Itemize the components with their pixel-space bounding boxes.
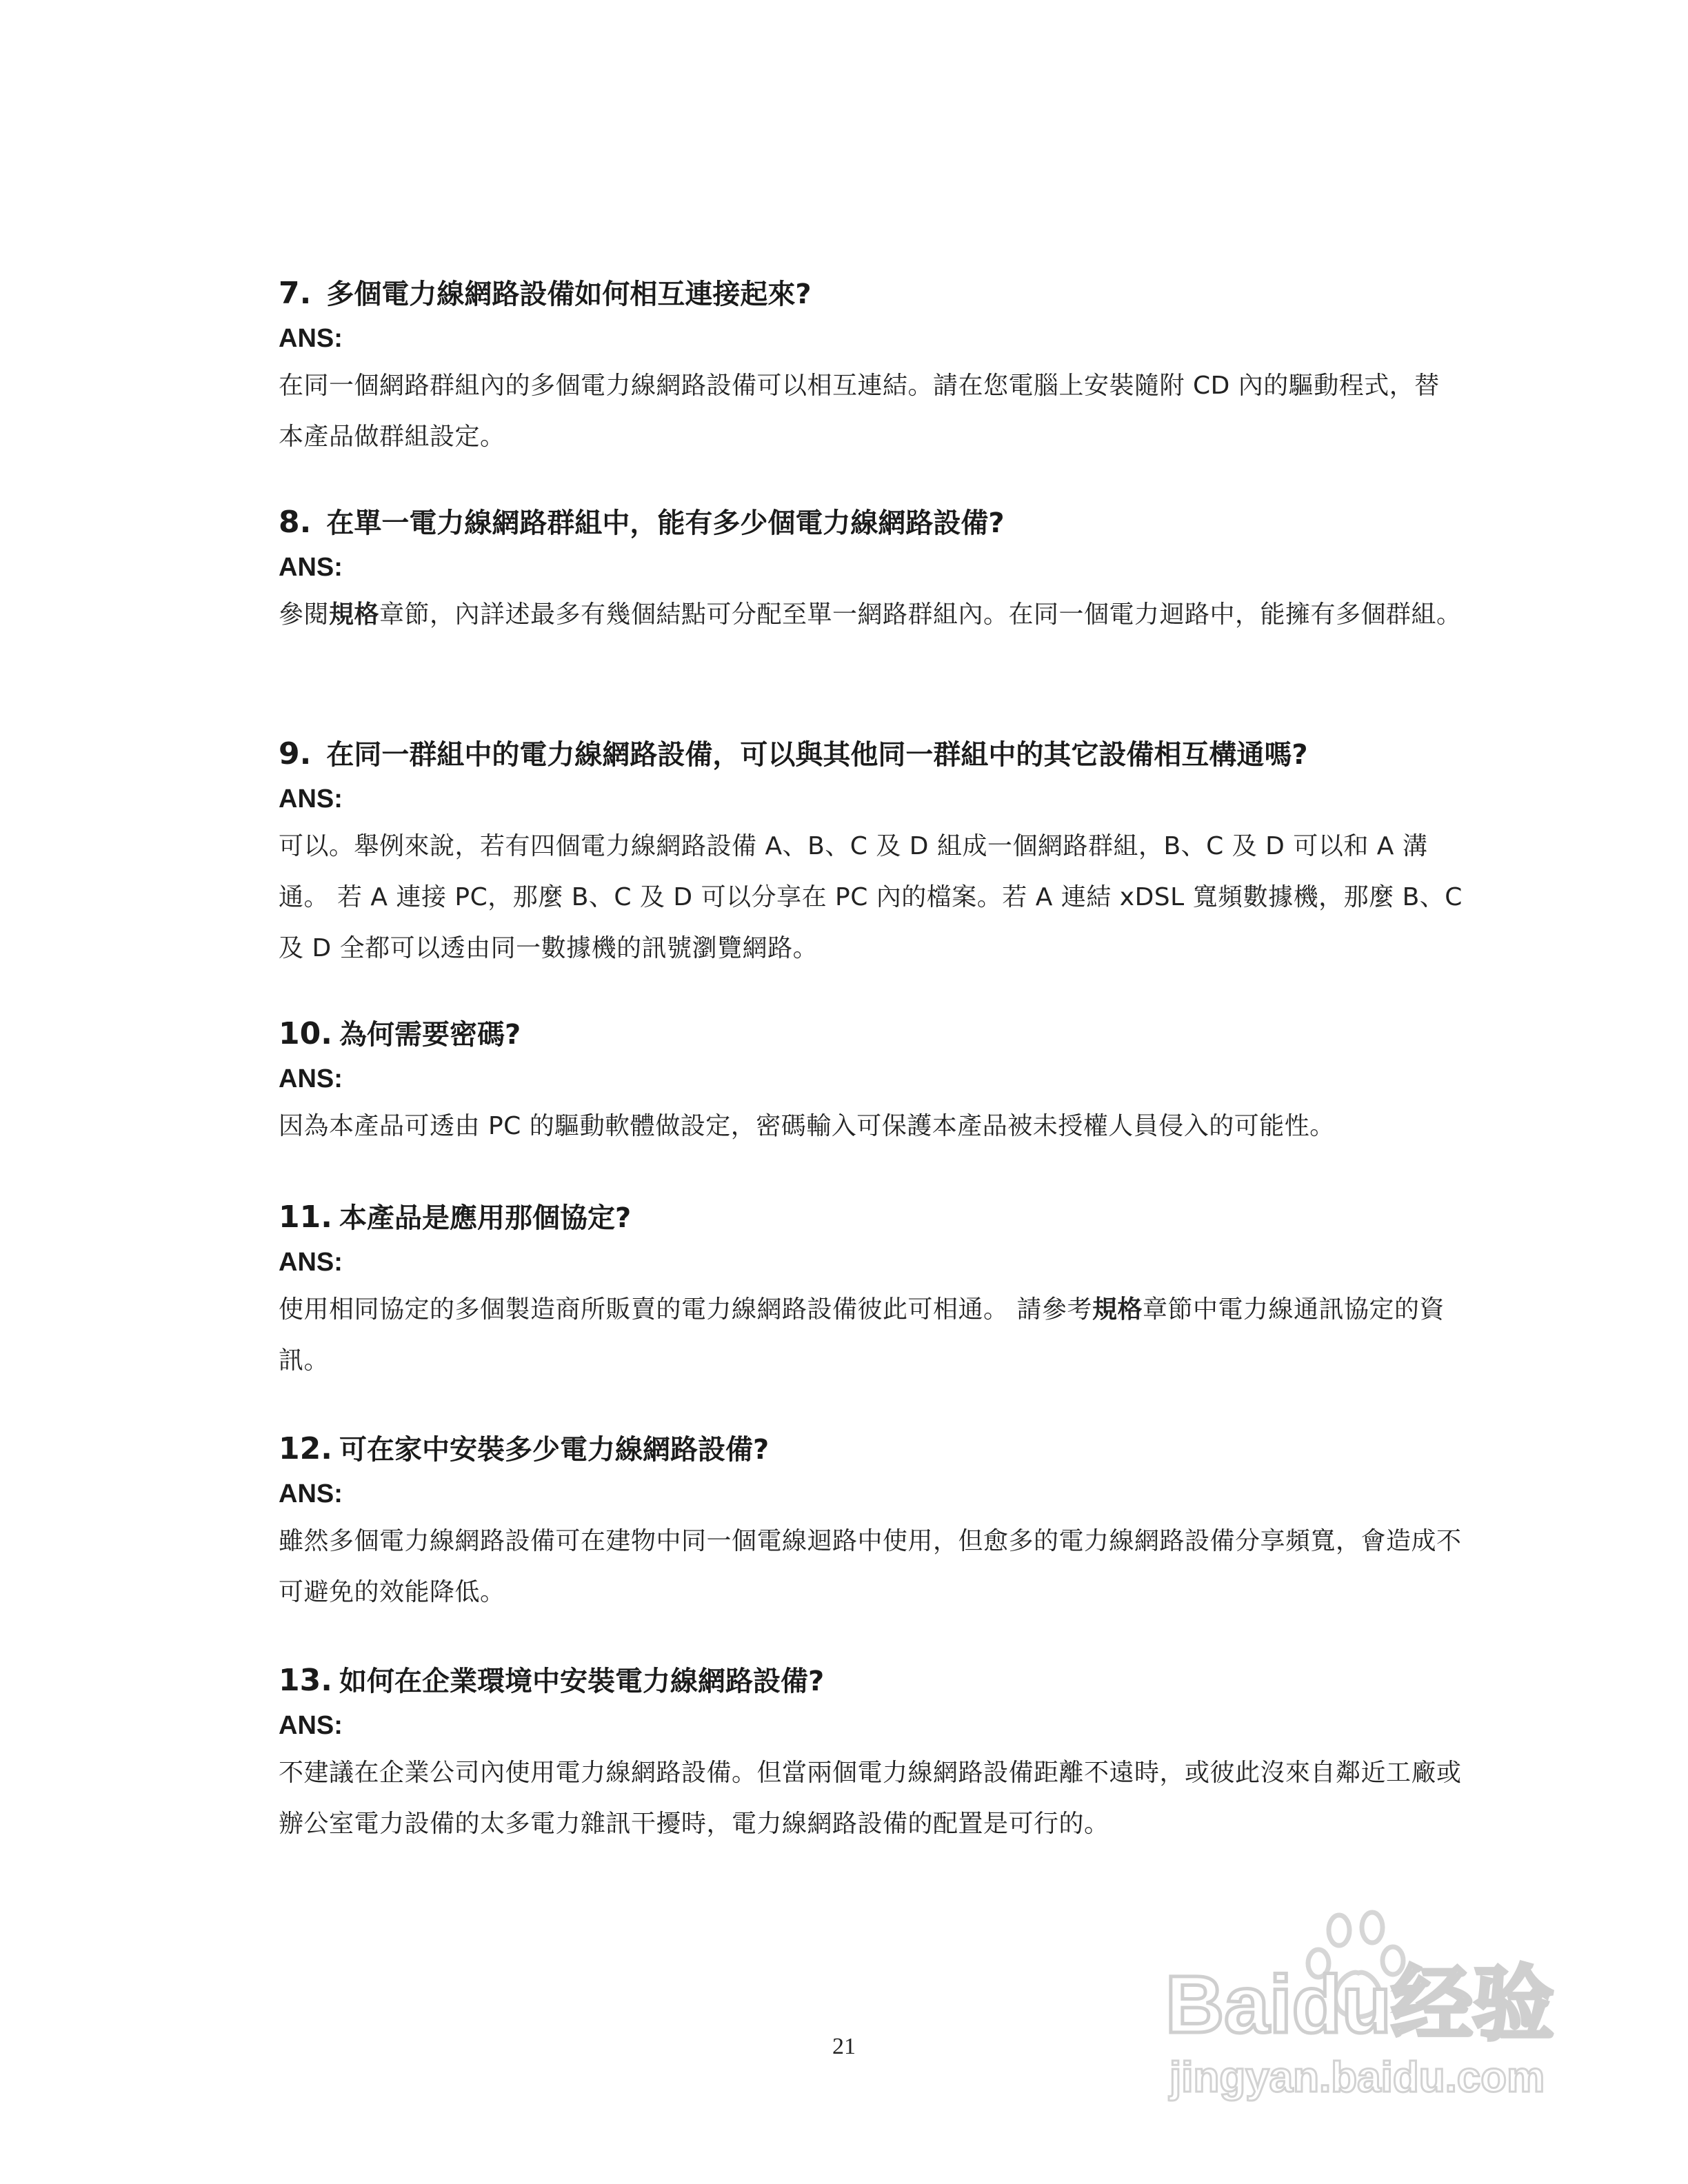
faq-item-10 <box>279 1018 1465 1152</box>
question-heading <box>279 1664 1465 1698</box>
question-number: 11. <box>279 1200 332 1235</box>
ans-label: ANS: <box>279 785 343 813</box>
faq-item-8 <box>279 506 1465 640</box>
ans-label: ANS: <box>279 1248 343 1277</box>
ans-label: ANS: <box>279 324 343 353</box>
answer-text: 雖然多個電力線網路設備可在建物中同一個電線迴路中使用，但愈多的電力線網路設備分享頻寬，會造成不可避免的效能降低。 <box>279 1527 1462 1606</box>
question-text: 本產品是應用那個協定? <box>339 1202 632 1234</box>
answer-text: 因為本產品可透由 PC 的驅動軟體做設定，密碼輸入可保護本產品被未授權人員侵入的可能性。 <box>279 1112 1335 1140</box>
answer-text-part: 章節，內詳述最多有幾個結點可分配至單一網路群組內。在同一個電力迴路中，能擁有多個群組。 <box>379 600 1462 629</box>
ans-label: ANS: <box>279 1479 343 1508</box>
question-text: 為何需要密碼? <box>339 1019 521 1051</box>
spec-reference: 規格 <box>329 600 380 629</box>
page-number: 21 <box>832 2034 856 2059</box>
question-text: 如何在企業環境中安裝電力線網路設備? <box>339 1666 825 1697</box>
question-number: 10. <box>279 1016 332 1051</box>
watermark-url: jingyan.baidu.com <box>1169 2054 1545 2101</box>
faq-item-13 <box>279 1664 1465 1850</box>
question-heading <box>279 1433 1465 1466</box>
question-number: 13. <box>279 1663 332 1698</box>
spec-reference: 規格 <box>1092 1295 1143 1324</box>
question-text: 在單一電力線網路群組中，能有多少個電力線網路設備? <box>326 507 1005 539</box>
question-heading <box>279 277 1465 311</box>
question-heading <box>279 1018 1465 1051</box>
ans-label: ANS: <box>279 1064 343 1093</box>
question-heading <box>279 738 1465 771</box>
question-heading <box>279 1201 1465 1235</box>
answer-text: 不建議在企業公司內使用電力線網路設備。但當兩個電力線網路設備距離不遠時，或彼此沒來自鄰近工廠或辦公室電力設備的太多電力雜訊干擾時，電力線網路設備的配置是可行的。 <box>279 1759 1462 1838</box>
question-heading <box>279 506 1465 540</box>
question-text: 在同一群組中的電力線網路設備，可以與其他同一群組中的其它設備相互構通嗎? <box>326 739 1308 771</box>
faq-item-7 <box>279 277 1465 463</box>
question-number: 12. <box>279 1431 332 1466</box>
answer-text <box>279 589 1465 640</box>
ans-label: ANS: <box>279 1711 343 1740</box>
faq-item-9 <box>279 738 1465 974</box>
ans-label: ANS: <box>279 553 343 582</box>
answer-text-part: 章節中電力線通訊協定的資訊。 <box>279 1295 1445 1375</box>
answer-text-part: 使用相同協定的多個製造商所販賣的電力線網路設備彼此可相通。 請參考 <box>279 1295 1092 1324</box>
question-number: 7. <box>279 276 312 311</box>
question-text: 可在家中安裝多少電力線網路設備? <box>339 1434 770 1466</box>
question-number: 9. <box>279 736 312 771</box>
watermark-brand: Baidu经验 <box>1165 1959 1554 2050</box>
answer-text: 在同一個網路群組內的多個電力線網路設備可以相互連結。請在您電腦上安裝隨附 CD 內的驅動程式，替本產品做群組設定。 <box>279 372 1440 451</box>
answer-text-part: 參閱 <box>279 600 330 629</box>
faq-item-11 <box>279 1201 1465 1386</box>
question-number: 8. <box>279 505 312 540</box>
faq-item-12 <box>279 1433 1465 1618</box>
answer-text: 可以。舉例來說，若有四個電力線網路設備 A、B、C 及 D 組成一個網路群組，B、C 及 D 可以和 A 溝通。 若 A 連接 PC，那麼 B、C 及 D 可以分享在 PC 內的檔案。若 A 連結 xDSL 寬頻數據機，那麼 B、C 及 D 全都可以透由同一數據機的訊號瀏覽網路。 <box>279 832 1463 962</box>
baidu-watermark <box>1165 1910 1607 2116</box>
answer-text <box>279 1284 1465 1386</box>
question-text: 多個電力線網路設備如何相互連接起來? <box>326 279 812 310</box>
